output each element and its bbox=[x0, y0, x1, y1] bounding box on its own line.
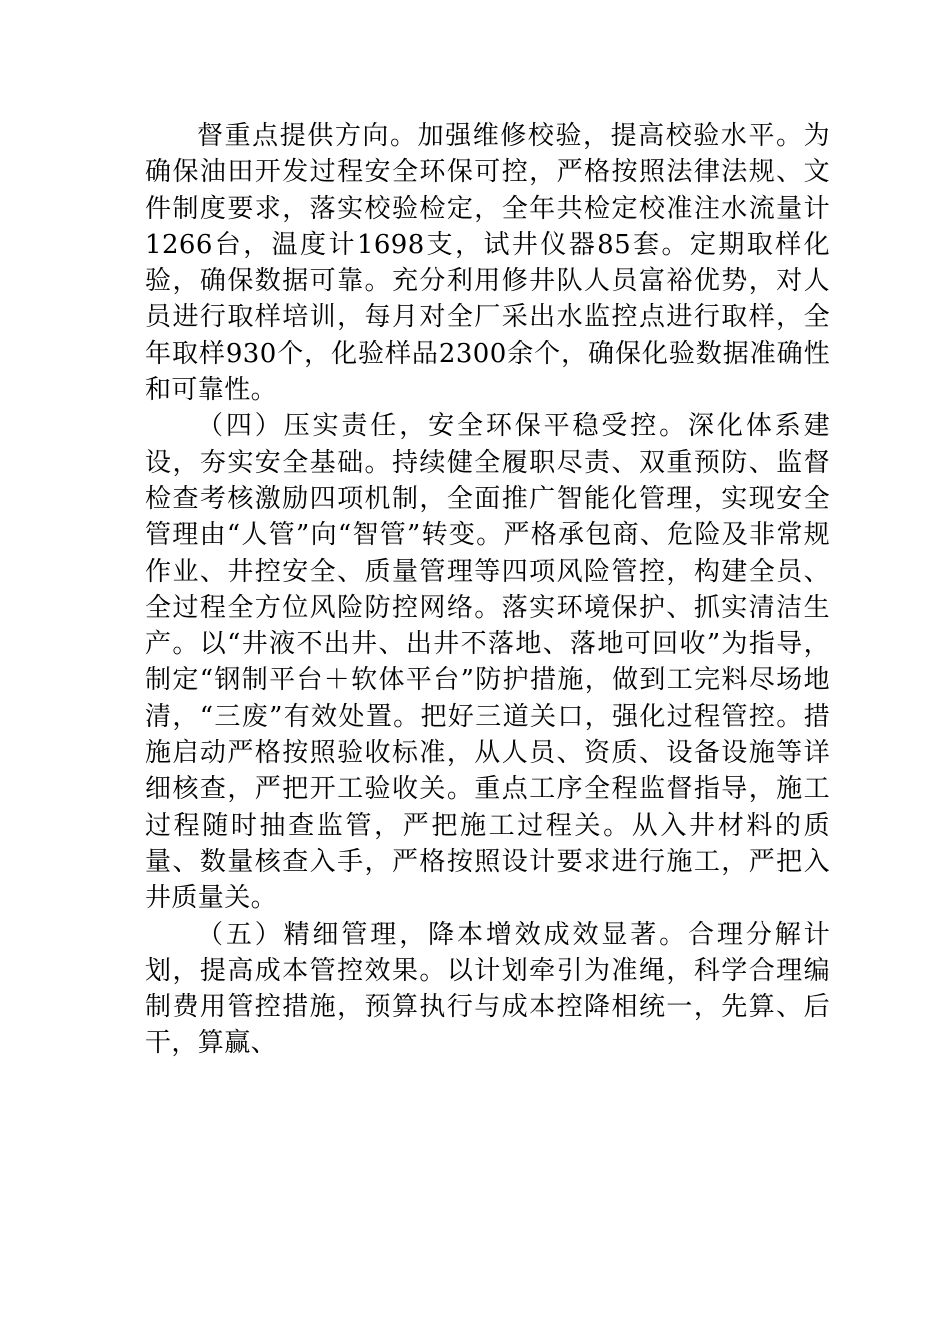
paragraph-cost-management: （五）精细管理，降本增效成效显著。合理分解计划，提高成本管控效果。以计划牵引为准绳，科学合理编制费用管控措施，预算执行与成本控降相统一，先算、后干，算赢、 bbox=[145, 919, 830, 1059]
paragraph-safety-responsibility: （四）压实责任，安全环保平稳受控。深化体系建设，夯实安全基础。持续健全履职尽责、双重预防、监督检查考核激励四项机制，全面推广智能化管理，实现安全管理由“人管”向“智管”转变。严格承包商、危险及非常规作业、井控安全、质量管理等四项风险管控，构建全员、全过程全方位风险防控网络。落实环境保护、抓实清洁生产。以“井液不出井、出井不落地、落地可回收”为指导，制定“钢制平台＋软体平台”防护措施，做到工完料尽场地清，“三废”有效处置。把好三道关口，强化过程管控。措施启动严格按照验收标准，从人员、资质、设备设施等详细核查，严把开工验收关。重点工序全程监督指导，施工过程随时抽查监管，严把施工过程关。从入井材料的质量、数量核查入手，严格按照设计要求进行施工，严把入井质量关。 bbox=[145, 411, 830, 914]
document-body bbox=[145, 118, 830, 1062]
paragraph-inspection: 督重点提供方向。加强维修校验，提高校验水平。为确保油田开发过程安全环保可控，严格按照法律法规、文件制度要求，落实校验检定，全年共检定校准注水流量计1266台，温度计1698支，试井仪器85套。定期取样化验，确保数据可靠。充分利用修井队人员富裕优势，对人员进行取样培训，每月对全厂采出水监控点进行取样，全年取样930个，化验样品2300余个，确保化验数据准确性和可靠性。 bbox=[145, 121, 830, 406]
